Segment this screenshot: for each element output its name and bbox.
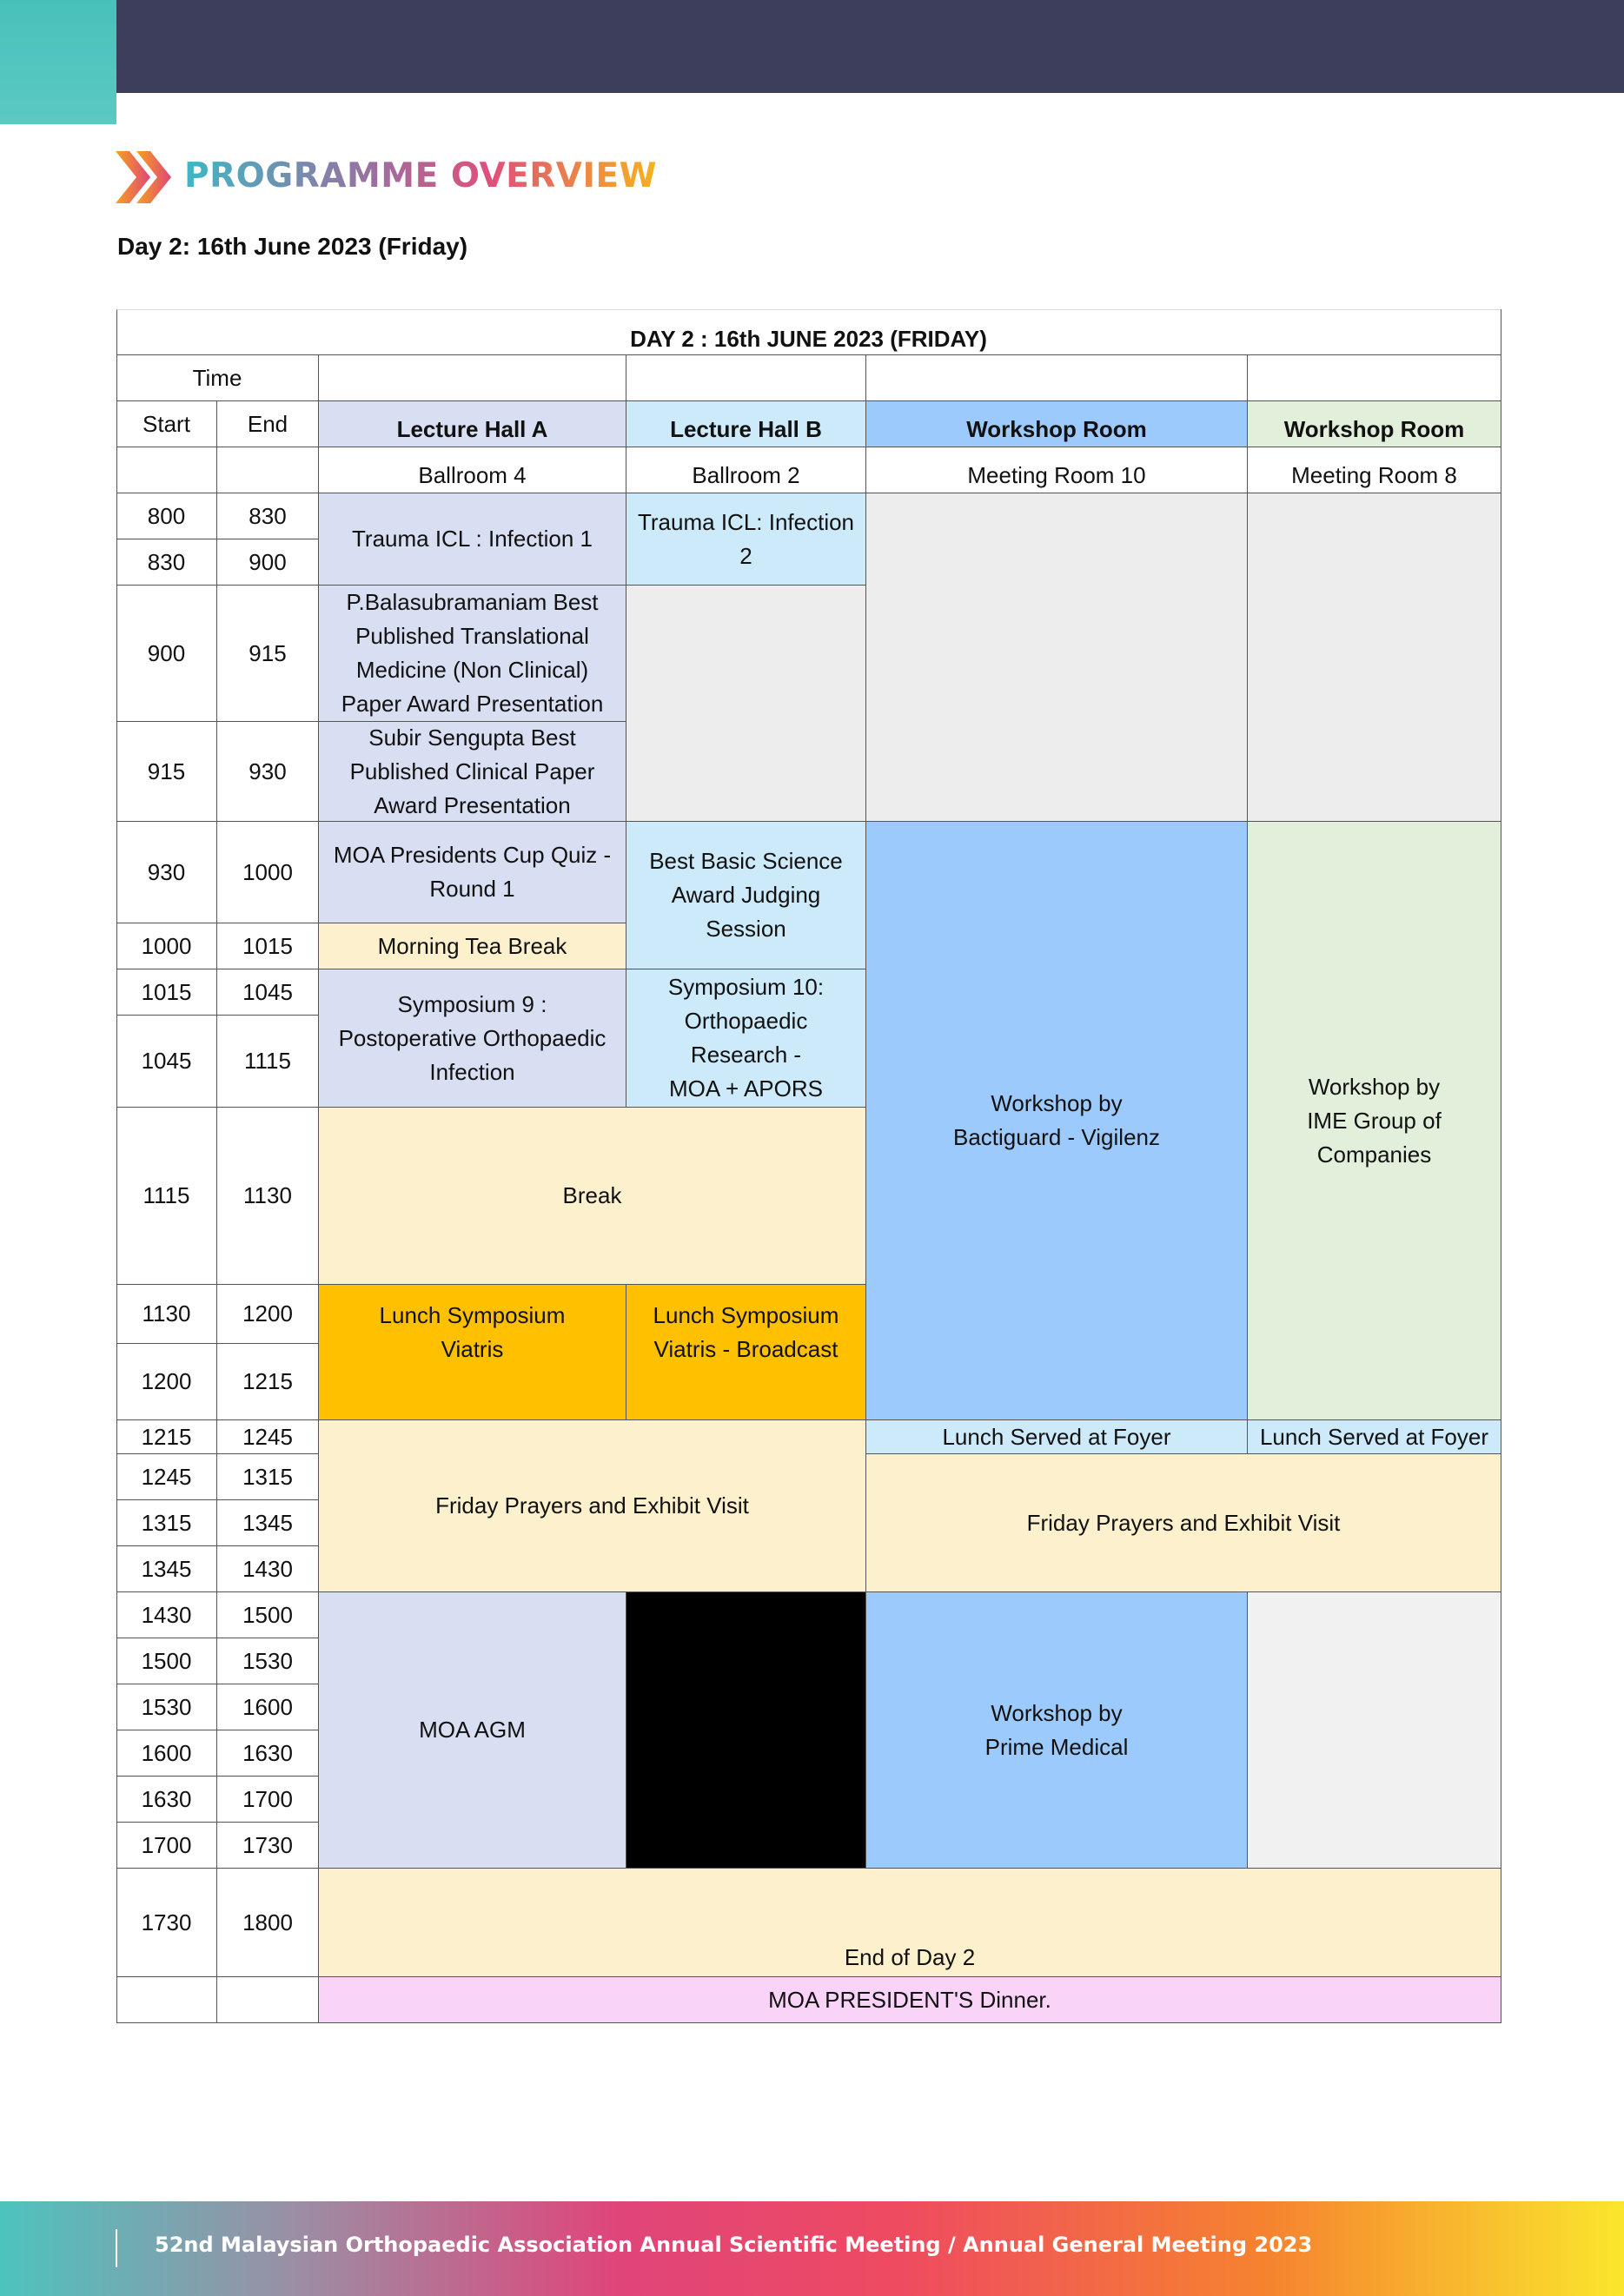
session-morning-tea-break: Morning Tea Break xyxy=(319,923,626,969)
session-friday-prayers-workshops: Friday Prayers and Exhibit Visit xyxy=(866,1454,1501,1592)
slot-start: 1500 xyxy=(116,1638,217,1684)
slot-start: 1315 xyxy=(116,1500,217,1546)
session-sengupta-award: Subir Sengupta Best Published Clinical Paper Award Presentation xyxy=(319,722,626,822)
slot-start: 1200 xyxy=(116,1344,217,1420)
slot-end: 1215 xyxy=(217,1344,319,1420)
slot-end: 1115 xyxy=(217,1016,319,1108)
time-header: Time xyxy=(116,355,319,401)
empty-session-cell xyxy=(626,586,866,822)
empty-header-cell xyxy=(319,355,626,401)
empty-session-cell xyxy=(1248,1592,1501,1869)
slot-end: 1245 xyxy=(217,1420,319,1454)
session-break: Break xyxy=(319,1108,866,1285)
slot-end: 1015 xyxy=(217,923,319,969)
header-accent-block xyxy=(0,0,116,124)
schedule-table xyxy=(116,309,1501,2023)
session-moa-agm: MOA AGM xyxy=(319,1592,626,1869)
session-lunch-symposium-viatris: Lunch Symposium Viatris xyxy=(319,1285,626,1420)
day-heading: Day 2: 16th June 2023 (Friday) xyxy=(117,233,468,260)
slot-start: 1430 xyxy=(116,1592,217,1638)
slot-start: 800 xyxy=(116,493,217,539)
header-bar xyxy=(116,0,1624,93)
empty-header-cell xyxy=(116,447,217,493)
session-end-of-day: End of Day 2 xyxy=(319,1869,1501,1977)
slot-end: 1630 xyxy=(217,1730,319,1777)
room-meeting-room-10: Meeting Room 10 xyxy=(866,447,1248,493)
session-trauma-icl-1: Trauma ICL : Infection 1 xyxy=(319,493,626,586)
end-header: End xyxy=(217,401,319,447)
double-chevron-icon xyxy=(116,151,173,203)
empty-header-cell xyxy=(217,447,319,493)
session-basic-science-judging: Best Basic Science Award Judging Session xyxy=(626,822,866,969)
slot-start: 1115 xyxy=(116,1108,217,1285)
empty-header-cell xyxy=(626,355,866,401)
empty-header-cell xyxy=(1248,355,1501,401)
slot-start: 1215 xyxy=(116,1420,217,1454)
footer-text: 52nd Malaysian Orthopaedic Association Annual Scientific Meeting / Annual General Meeting 2023 xyxy=(155,2233,1313,2257)
slot-start: 1730 xyxy=(116,1869,217,1977)
slot-end: 1800 xyxy=(217,1869,319,1977)
session-trauma-icl-2: Trauma ICL: Infection 2 xyxy=(626,493,866,586)
blocked-session-cell xyxy=(626,1592,866,1869)
slot-end: 1730 xyxy=(217,1823,319,1869)
slot-start: 1345 xyxy=(116,1546,217,1592)
slot-start: 1630 xyxy=(116,1777,217,1823)
slot-start: 1045 xyxy=(116,1016,217,1108)
slot-end: 1700 xyxy=(217,1777,319,1823)
venue-lecture-hall-b: Lecture Hall B xyxy=(626,401,866,447)
slot-start: 915 xyxy=(116,722,217,822)
slot-start: 1530 xyxy=(116,1684,217,1730)
slot-end: 1130 xyxy=(217,1108,319,1285)
empty-slot-cell xyxy=(217,1977,319,2023)
venue-workshop-room-2: Workshop Room xyxy=(1248,401,1501,447)
slot-end: 1345 xyxy=(217,1500,319,1546)
session-workshop-prime-medical: Workshop by Prime Medical xyxy=(866,1592,1248,1869)
empty-slot-cell xyxy=(116,1977,217,2023)
slot-end: 915 xyxy=(217,586,319,722)
slot-end: 900 xyxy=(217,539,319,586)
session-lunch-foyer-1: Lunch Served at Foyer xyxy=(866,1420,1248,1454)
venue-lecture-hall-a: Lecture Hall A xyxy=(319,401,626,447)
slot-end: 1430 xyxy=(217,1546,319,1592)
session-symposium-9: Symposium 9 : Postoperative Orthopaedic Infection xyxy=(319,969,626,1108)
start-header: Start xyxy=(116,401,217,447)
session-president-dinner: MOA PRESIDENT'S Dinner. xyxy=(319,1977,1501,2023)
empty-header-cell xyxy=(866,355,1248,401)
slot-start: 1000 xyxy=(116,923,217,969)
slot-end: 1000 xyxy=(217,822,319,923)
slot-end: 1600 xyxy=(217,1684,319,1730)
session-workshop-ime: Workshop by IME Group of Companies xyxy=(1248,822,1501,1420)
session-lunch-symposium-broadcast: Lunch Symposium Viatris - Broadcast xyxy=(626,1285,866,1420)
slot-end: 1200 xyxy=(217,1285,319,1344)
room-ballroom-2: Ballroom 2 xyxy=(626,447,866,493)
slot-end: 1500 xyxy=(217,1592,319,1638)
slot-start: 1245 xyxy=(116,1454,217,1500)
slot-start: 1600 xyxy=(116,1730,217,1777)
room-ballroom-4: Ballroom 4 xyxy=(319,447,626,493)
empty-session-cell xyxy=(1248,493,1501,822)
slot-end: 1530 xyxy=(217,1638,319,1684)
session-lunch-foyer-2: Lunch Served at Foyer xyxy=(1248,1420,1501,1454)
slot-end: 930 xyxy=(217,722,319,822)
table-title: DAY 2 : 16th JUNE 2023 (FRIDAY) xyxy=(116,309,1501,355)
slot-start: 1130 xyxy=(116,1285,217,1344)
venue-workshop-room-1: Workshop Room xyxy=(866,401,1248,447)
slot-end: 1045 xyxy=(217,969,319,1016)
slot-start: 1700 xyxy=(116,1823,217,1869)
page-title: PROGRAMME OVERVIEW xyxy=(184,156,658,195)
footer-divider xyxy=(116,2229,117,2267)
session-quiz-round-1: MOA Presidents Cup Quiz - Round 1 xyxy=(319,822,626,923)
session-friday-prayers-halls: Friday Prayers and Exhibit Visit xyxy=(319,1420,866,1592)
slot-start: 1015 xyxy=(116,969,217,1016)
slot-start: 930 xyxy=(116,822,217,923)
session-balasubramaniam-award: P.Balasubramaniam Best Published Translational Medicine (Non Clinical) Paper Award Presentation xyxy=(319,586,626,722)
session-workshop-bactiguard: Workshop by Bactiguard - Vigilenz xyxy=(866,822,1248,1420)
slot-start: 830 xyxy=(116,539,217,586)
slot-end: 830 xyxy=(217,493,319,539)
slot-start: 900 xyxy=(116,586,217,722)
slot-end: 1315 xyxy=(217,1454,319,1500)
room-meeting-room-8: Meeting Room 8 xyxy=(1248,447,1501,493)
session-symposium-10: Symposium 10: Orthopaedic Research - MOA + APORS xyxy=(626,969,866,1108)
empty-session-cell xyxy=(866,493,1248,822)
